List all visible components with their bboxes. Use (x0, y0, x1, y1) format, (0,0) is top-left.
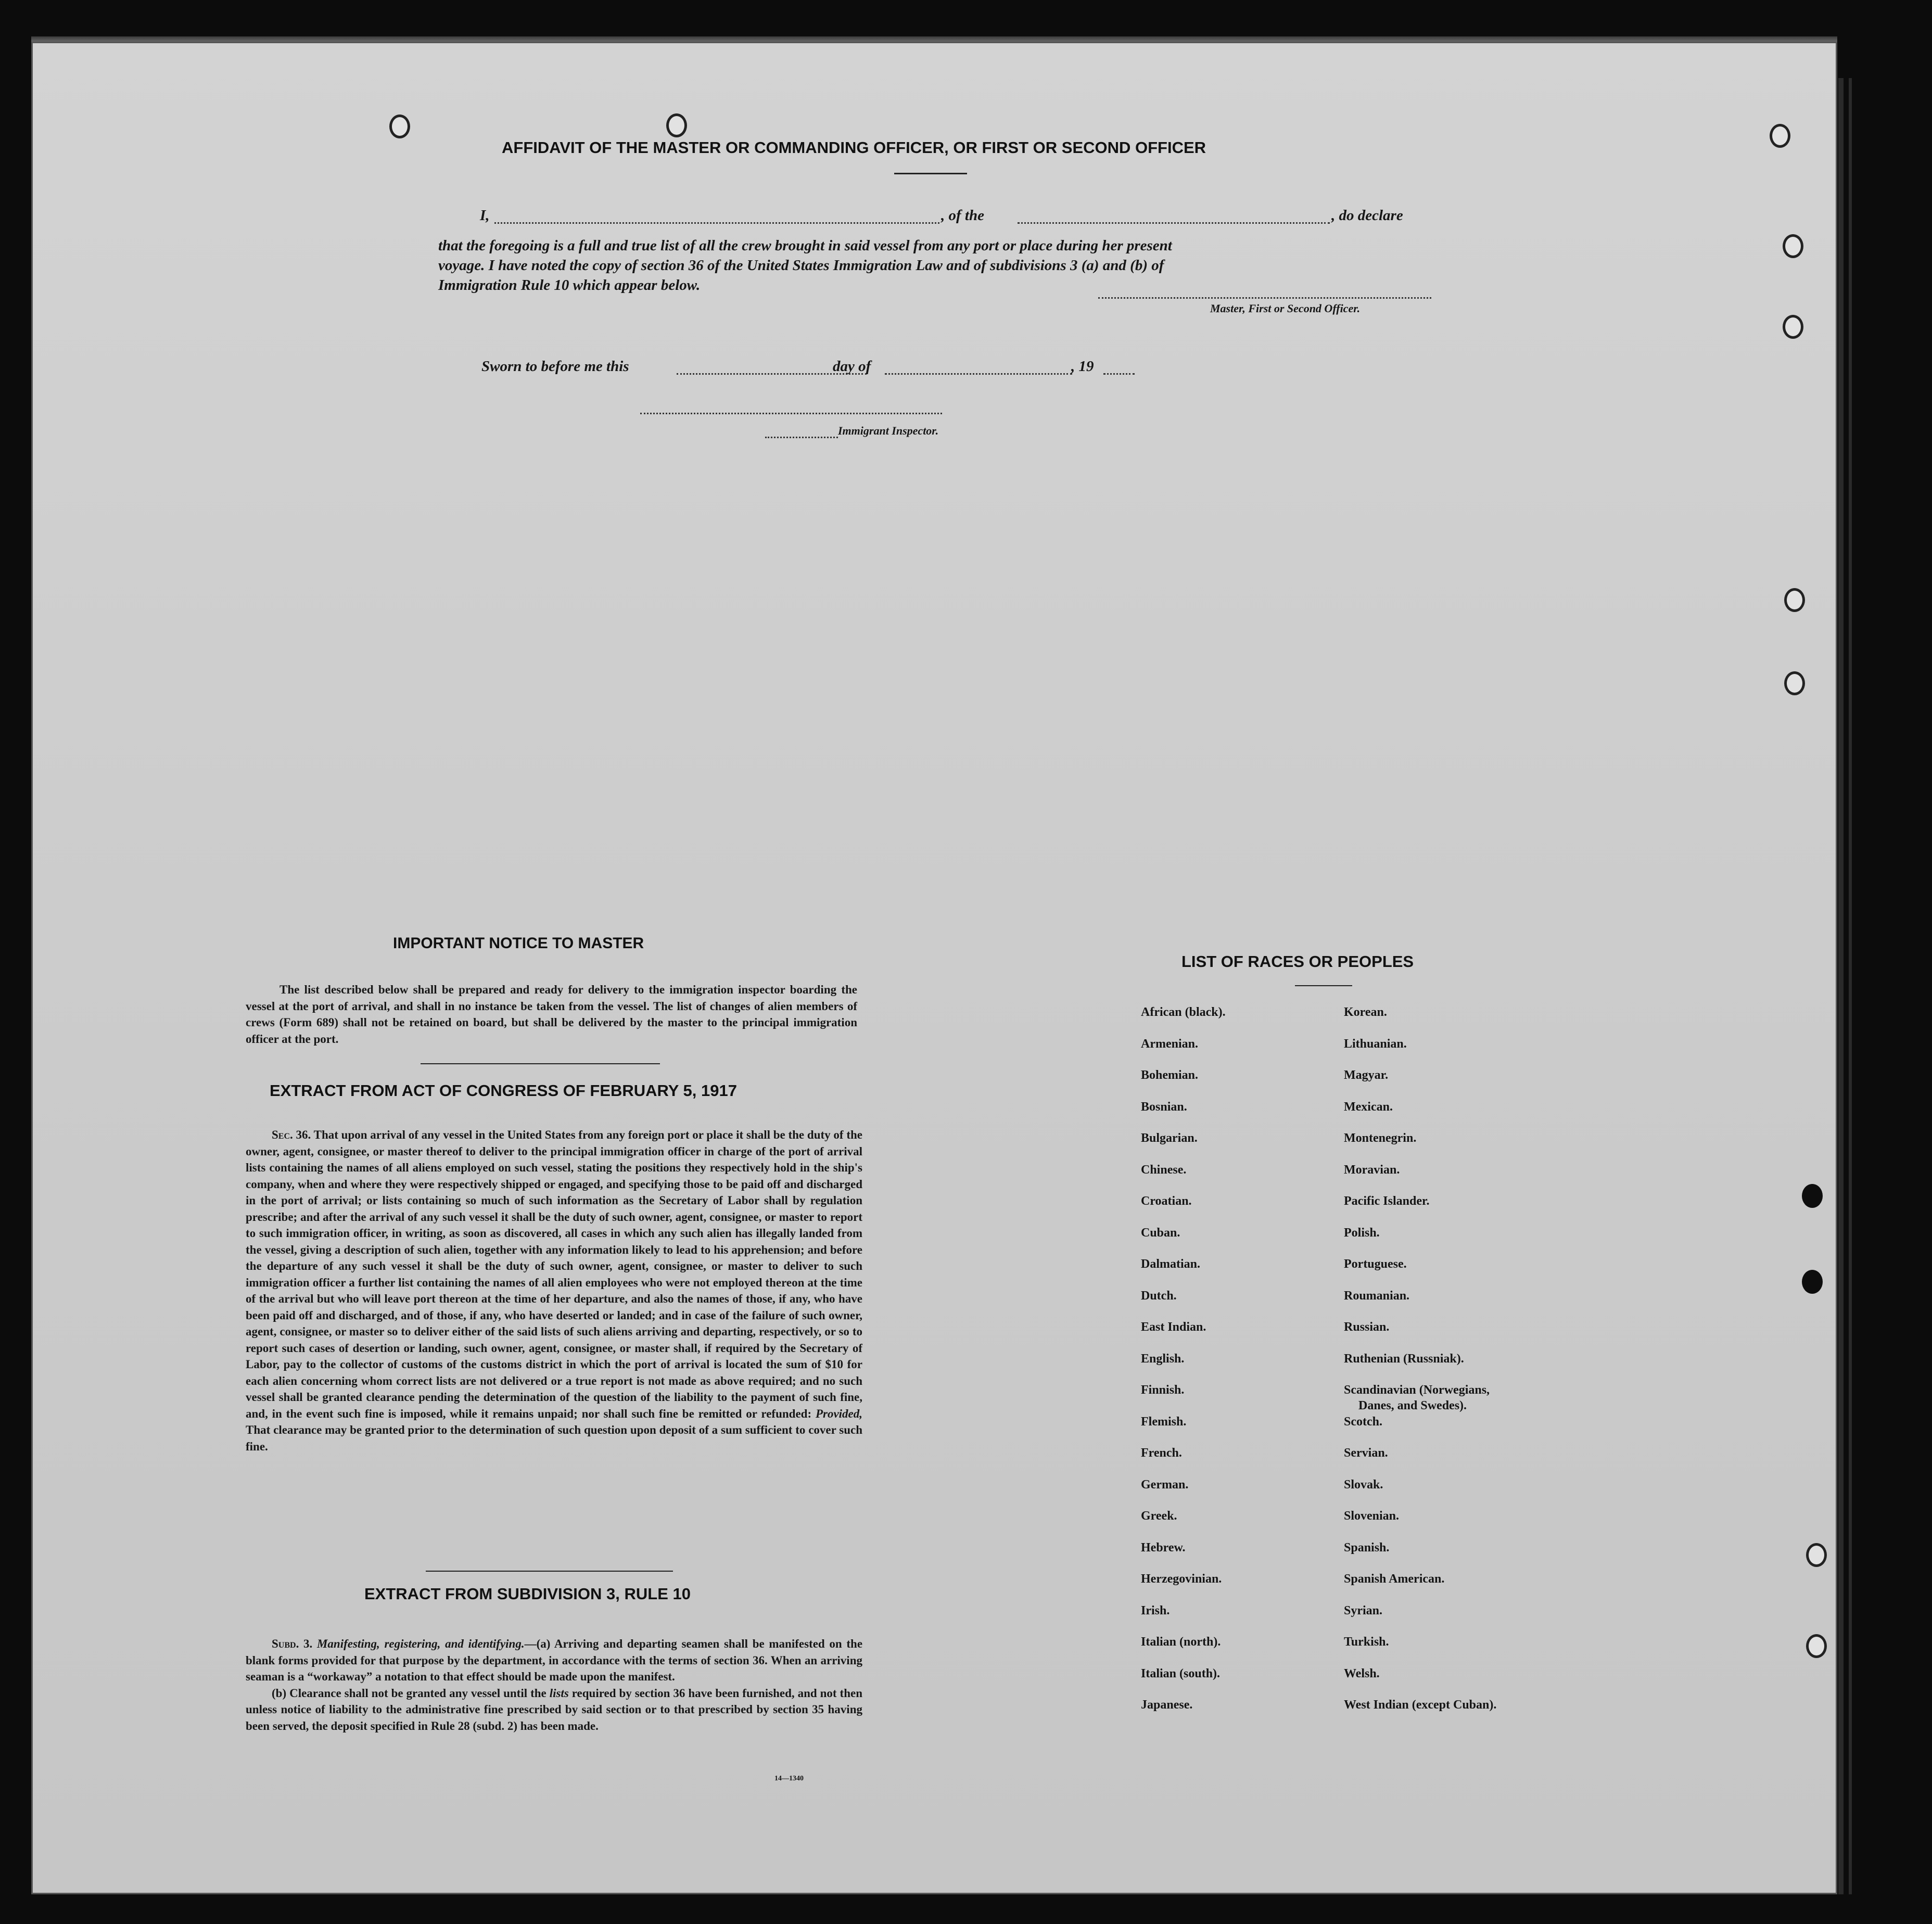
race-item: Spanish American. (1344, 1572, 1445, 1586)
race-item: East Indian. (1141, 1320, 1206, 1334)
race-item: Spanish. (1344, 1540, 1390, 1555)
race-item: West Indian (except Cuban). (1344, 1698, 1497, 1712)
extract-act-body (246, 1127, 862, 1455)
para-b-label: (b) (272, 1686, 287, 1700)
race-item: Montenegrin. (1344, 1131, 1417, 1145)
para-b-text-1: Clearance shall not be granted any vessel until the (289, 1686, 546, 1700)
race-item: Hebrew. (1141, 1540, 1186, 1555)
title-rule (894, 173, 967, 174)
race-item: Greek. (1141, 1509, 1177, 1523)
para-b-lists: lists (549, 1686, 569, 1700)
race-item: Flemish. (1141, 1415, 1187, 1429)
races-rule (1295, 985, 1352, 986)
race-item: Ruthenian (Russniak). (1344, 1352, 1464, 1366)
year-text: , 19 (1071, 358, 1094, 375)
race-item: Cuban. (1141, 1226, 1180, 1240)
race-item: Finnish. (1141, 1383, 1185, 1397)
affidavit-declare: , do declare (1331, 207, 1403, 224)
affidavit-of-the: , of the (941, 207, 984, 224)
act-rule (426, 1571, 673, 1572)
race-item: Scotch. (1344, 1415, 1382, 1429)
punch-hole (1783, 234, 1803, 258)
notice-rule (421, 1063, 660, 1064)
race-item: Slovenian. (1344, 1509, 1400, 1523)
race-item: Portuguese. (1344, 1257, 1407, 1271)
page-right-edge-2 (1849, 78, 1852, 1894)
race-item: Italian (north). (1141, 1635, 1221, 1649)
sworn-text: Sworn to before me this (481, 358, 629, 375)
punch-hole (389, 114, 410, 138)
race-item: Japanese. (1141, 1698, 1193, 1712)
affidavit-line3: voyage. I have noted the copy of section 36 of the United States Immigration Law and of subdivisions 3 (a) and (b) of (438, 257, 1164, 274)
race-item: Syrian. (1344, 1603, 1383, 1617)
year-blank[interactable] (1103, 372, 1135, 375)
race-item: Scandinavian (Norwegians, (1344, 1383, 1490, 1397)
punch-hole (1784, 671, 1805, 695)
race-item: Moravian. (1344, 1163, 1400, 1177)
race-item: Welsh. (1344, 1666, 1380, 1680)
race-item: Roumanian. (1344, 1289, 1410, 1303)
race-item: Bosnian. (1141, 1100, 1187, 1114)
provided-word: Provided, (815, 1407, 862, 1420)
affidavit-i: I, (480, 207, 490, 224)
race-item: Russian. (1344, 1320, 1390, 1334)
officer-name-blank[interactable] (494, 221, 939, 224)
race-item: Irish. (1141, 1603, 1170, 1617)
race-item: Bulgarian. (1141, 1131, 1198, 1145)
section-text-end: That clearance may be granted prior to the determination of such question upon deposit of a sum sufficient to cover such fine. (246, 1423, 862, 1453)
punch-hole (1806, 1543, 1827, 1567)
extract-rule-title: EXTRACT FROM SUBDIVISION 3, RULE 10 (364, 1585, 691, 1603)
race-item: German. (1141, 1477, 1189, 1492)
para-a-text: Arriving and departing seamen shall be manifested on the blank forms provided for that purpose by the department, in accordance with the terms of section 36. When an arriving seaman is a “workaway” a notation to that effect should be made upon the manifest. (246, 1637, 863, 1683)
race-item: Herzegovinian. (1141, 1572, 1222, 1586)
race-item: Slovak. (1344, 1477, 1383, 1492)
punch-hole-dark (1802, 1270, 1823, 1294)
affidavit-line2: that the foregoing is a full and true list of all the crew brought in said vessel from any port or place during her present (438, 237, 1172, 254)
race-item: Korean. (1344, 1005, 1387, 1019)
subd-label: Subd. 3. (272, 1637, 313, 1650)
extract-rule-body (246, 1636, 862, 1734)
section-text: That upon arrival of any vessel in the United States from any foreign port or place it shall be the duty of the owner, agent, consignee, or master thereof to deliver to the principal immigration officer in charge of the port of arrival lists containing the names of all aliens employed on such vessel, stating the positions they respectively hold in the ship's company, when and where they were respectively shipped or engaged, and specifying those to be paid off and discharged in the port of arrival; or lists containing so much of such information as the Secretary of Labor shall by regulation prescribe; and after the arrival of any such vessel it shall be the duty of such owner, agent, consignee, or master to report to such immigration officer, in writing, as soon as discovered, all cases in which any such alien has illegally landed from the vessel, giving a description of such alien, together with any information likely to lead to his apprehension; and before the departure of any such vessel it shall be the duty of such owner, agent, consignee, or master to deliver to such immigration officer a further list containing the names of all alien employees who were not employed thereon at the time of the arrival but who will leave port thereon at the time of her departure, and also the names of those, if any, who have been paid off and discharged, and of those, if any, who have deserted or landed; and in case of the failure of such owner, agent, consignee, or master so to deliver either of the said lists of such aliens arriving and departing, respectively, or so to report such cases of desertion or landing, such owner, agent, consignee, or master shall, if required by the Secretary of Labor, pay to the collector of customs of the customs district in which the port of arrival is located the sum of $10 for each alien concerning whom correct lists are not delivered or a true report is not made as above required; and no such vessel shall be granted clearance pending the determination of the question of the liability to the payment of such fine, and, in the event such fine is imposed, while it remains unpaid; nor shall such fine be remitted or refunded: (246, 1128, 862, 1420)
punch-hole (1806, 1634, 1827, 1658)
race-item: Dalmatian. (1141, 1257, 1200, 1271)
race-item: Pacific Islander. (1344, 1194, 1430, 1208)
races-title: LIST OF RACES OR PEOPLES (1181, 952, 1414, 971)
races-right-column (1344, 1004, 1496, 1729)
month-blank[interactable] (885, 372, 1072, 375)
form-number: 14—1340 (774, 1775, 804, 1782)
race-item: Italian (south). (1141, 1666, 1221, 1680)
day-of-text: day of (833, 358, 871, 375)
document-page (31, 42, 1837, 1894)
race-item: Armenian. (1141, 1037, 1198, 1051)
punch-hole (1783, 315, 1803, 339)
affidavit-title: AFFIDAVIT OF THE MASTER OR COMMANDING OFFICER, OR FIRST OR SECOND OFFICER (502, 138, 1206, 157)
subd-heading: Manifesting, registering, and identifying. (316, 1637, 525, 1650)
vessel-name-blank[interactable] (1018, 221, 1330, 224)
race-item: Chinese. (1141, 1163, 1187, 1177)
para-b-text-2: required by section 36 have been furnished, and not then unless notice of liability to the administrative fine prescribed by said section or to that prescribed by section 35 having been served, the deposit specified in Rule 28 (subd. 2) has been made. (246, 1686, 862, 1732)
affidavit-line4: Immigration Rule 10 which appear below. (438, 277, 701, 294)
race-item: Bohemian. (1141, 1068, 1199, 1082)
race-item: Danes, and Swedes). (1358, 1399, 1467, 1412)
race-item: African (black). (1141, 1005, 1226, 1019)
punch-hole (666, 113, 687, 137)
page-right-edge (1838, 78, 1844, 1894)
inspector-blank-2[interactable] (765, 435, 838, 438)
race-item: Polish. (1344, 1226, 1380, 1240)
race-item: Croatian. (1141, 1194, 1192, 1208)
race-item: English. (1141, 1352, 1185, 1366)
punch-hole-dark (1802, 1184, 1823, 1208)
race-item: Turkish. (1344, 1635, 1389, 1649)
races-left-column (1141, 1004, 1226, 1729)
race-item: Magyar. (1344, 1068, 1389, 1082)
notice-body: The list described below shall be prepared and ready for delivery to the immigration inspector boarding the vessel at the port of arrival, and shall in no instance be taken from the vessel. The list of changes of alien members of crews (Form 689) shall not be retained on board, but shall be delivered by the master to the principal immigration officer at the port. (246, 983, 857, 1046)
extract-act-title: EXTRACT FROM ACT OF CONGRESS OF FEBRUARY 5, 1917 (270, 1081, 737, 1100)
race-item: Lithuanian. (1344, 1037, 1407, 1051)
race-item: Mexican. (1344, 1100, 1393, 1114)
race-item: Dutch. (1141, 1289, 1177, 1303)
race-item: Servian. (1344, 1446, 1388, 1460)
section-label: Sec. 36. (272, 1128, 311, 1141)
race-item: French. (1141, 1446, 1182, 1460)
punch-hole (1784, 588, 1805, 612)
signature-blank[interactable] (1098, 296, 1431, 299)
inspector-signature-blank[interactable] (640, 411, 942, 414)
inspector-label: Immigrant Inspector. (838, 424, 939, 437)
para-a-label: —(a) (524, 1637, 551, 1650)
punch-hole (1770, 124, 1790, 148)
signature-label: Master, First or Second Officer. (1210, 302, 1361, 315)
notice-title: IMPORTANT NOTICE TO MASTER (393, 935, 644, 952)
